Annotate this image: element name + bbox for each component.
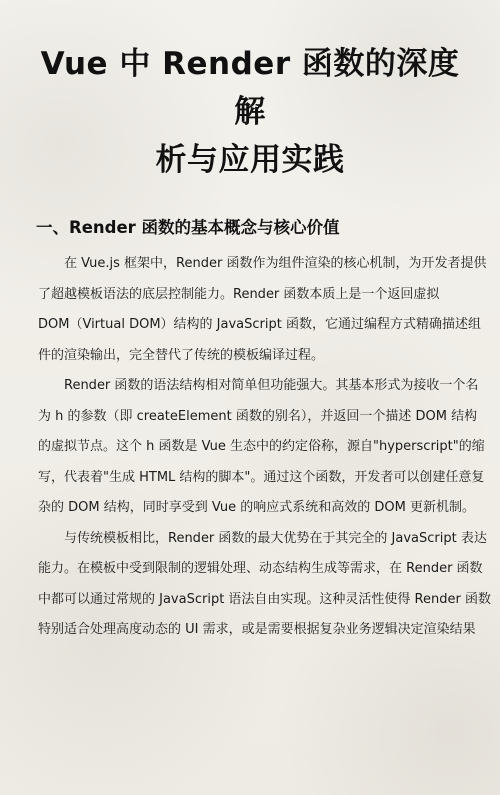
paragraph-line: 了超越模板语法的底层控制能力。Render 函数本质上是一个返回虚拟 <box>38 286 440 302</box>
paragraph-3 <box>38 524 491 646</box>
paragraph-line: 杂的 DOM 结构，同时享受到 Vue 的响应式系统和高效的 DOM 更新机制。 <box>38 500 475 515</box>
paragraph-line: 能力。在模板中受到限制的逻辑处理、动态结构生成等需求，在 Render 函数 <box>38 561 483 576</box>
paragraph-1 <box>38 249 487 371</box>
paragraph-line: 中都可以通过常规的 JavaScript 语法自由实现。这种灵活性使得 Render 函数 <box>38 591 491 607</box>
paragraph-2 <box>38 371 485 524</box>
paragraph-line: 与传统模板相比，Render 函数的最大优势在于其完全的 JavaScript 表达 <box>64 530 487 546</box>
paragraph-line: 写，代表着"生成 HTML 结构的脚本"。通过这个函数，开发者可以创建任意复 <box>38 469 485 485</box>
paragraph-line: Render 函数的语法结构相对简单但功能强大。其基本形式为接收一个名 <box>64 378 479 393</box>
paragraph-line: 的虚拟节点。这个 h 函数是 Vue 生态中的约定俗称，源自"hyperscript"的缩 <box>38 439 485 454</box>
title-line-2: 析与应用实践 <box>155 142 345 178</box>
paragraph-line: 件的渲染输出，完全替代了传统的模板编译过程。 <box>38 347 325 363</box>
paragraph-line: 为 h 的参数（即 createElement 函数的别名），并返回一个描述 DOM 结构 <box>38 408 478 424</box>
paragraph-line: DOM（Virtual DOM）结构的 JavaScript 函数，它通过编程方式精确描述组 <box>38 317 481 332</box>
section-heading: 一、Render 函数的基本概念与核心价值 <box>36 218 340 237</box>
paragraph-line: 在 Vue.js 框架中，Render 函数作为组件渲染的核心机制，为开发者提供 <box>64 256 487 271</box>
page-title <box>38 40 462 184</box>
paragraph-line: 特别适合处理高度动态的 UI 需求，或是需要根据复杂业务逻辑决定渲染结果 <box>38 622 476 637</box>
title-line-1: Vue 中 Render 函数的深度解 <box>40 46 460 130</box>
